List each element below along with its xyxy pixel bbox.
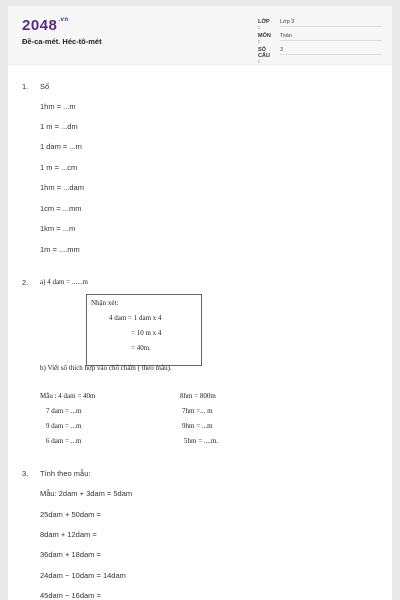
question-1-title: Số bbox=[40, 82, 50, 91]
q3-line: Mẫu: 2dam + 3dam = 5dam bbox=[40, 489, 133, 498]
question-3-number: 3. bbox=[22, 469, 29, 478]
question-2-part-a: a) 4 dam = ......m bbox=[40, 278, 88, 286]
question-1-number: 1. bbox=[22, 82, 29, 91]
q3-line: 8dam + 12dam = bbox=[40, 530, 97, 539]
q2-right-item: 9hm = ...m bbox=[182, 422, 213, 430]
q1-line: 1hm = ...dam bbox=[40, 183, 84, 192]
question-2-part-b: b) Viết số thích hợp vào chỗ chấm ( theo mẫu). bbox=[40, 364, 172, 372]
q2-right-item: 5hm = ....m. bbox=[184, 437, 219, 445]
q1-line: 1m = ....mm bbox=[40, 245, 80, 254]
observation-box bbox=[86, 294, 202, 366]
q3-line: 45dam − 16dam = bbox=[40, 591, 101, 600]
observation-line: = 40m. bbox=[131, 344, 151, 352]
observation-line: = 10 m x 4 bbox=[131, 329, 162, 337]
q2-left-item: 6 dam = ...m bbox=[46, 437, 82, 445]
question-3-title: Tính theo mẫu: bbox=[40, 469, 91, 478]
q3-line: 24dam − 10dam = 14dam bbox=[40, 571, 126, 580]
q1-line: 1 m = ...dm bbox=[40, 122, 78, 131]
q1-line: 1hm = ...m bbox=[40, 102, 76, 111]
question-2-number: 2. bbox=[22, 278, 29, 287]
logo-suffix: .vn bbox=[58, 17, 69, 23]
meta-class-value: Lớp 3 bbox=[280, 19, 382, 27]
worksheet-header bbox=[8, 6, 392, 65]
q1-line: 1cm = ...mm bbox=[40, 204, 82, 213]
q1-line: 1 m = ...cm bbox=[40, 163, 78, 172]
observation-line: 4 dam = 1 dam x 4 bbox=[109, 314, 162, 322]
logo-text: 2048 bbox=[22, 17, 58, 34]
q2-left-item: Mẫu : 4 dam = 40m bbox=[40, 392, 96, 400]
meta-subject-value: Toán bbox=[280, 33, 382, 41]
q1-line: 1km = ...m bbox=[40, 224, 76, 233]
q3-line: 36dam + 18dam = bbox=[40, 550, 101, 559]
observation-heading: Nhận xét: bbox=[91, 299, 119, 307]
q1-line: 1 dam = ...m bbox=[40, 142, 82, 151]
q2-right-item: 8hm = 800m bbox=[180, 392, 216, 400]
meta-subject-label: MÔN : bbox=[258, 33, 271, 45]
q2-left-item: 7 dam = ...m bbox=[46, 407, 82, 415]
meta-class-label: LỚP : bbox=[258, 19, 270, 31]
meta-question-count-value: 3 bbox=[280, 47, 382, 55]
q2-right-item: 7hm =... m bbox=[182, 407, 213, 415]
site-logo[interactable] bbox=[22, 17, 69, 34]
worksheet-page bbox=[8, 6, 392, 600]
q3-line: 25dam + 50dam = bbox=[40, 510, 101, 519]
meta-question-count-label: SỐ CÂU : bbox=[258, 47, 270, 65]
q2-left-item: 9 dam = ...m bbox=[46, 422, 82, 430]
worksheet-title: Đề-ca-mét. Héc-tô-mét bbox=[22, 37, 102, 46]
